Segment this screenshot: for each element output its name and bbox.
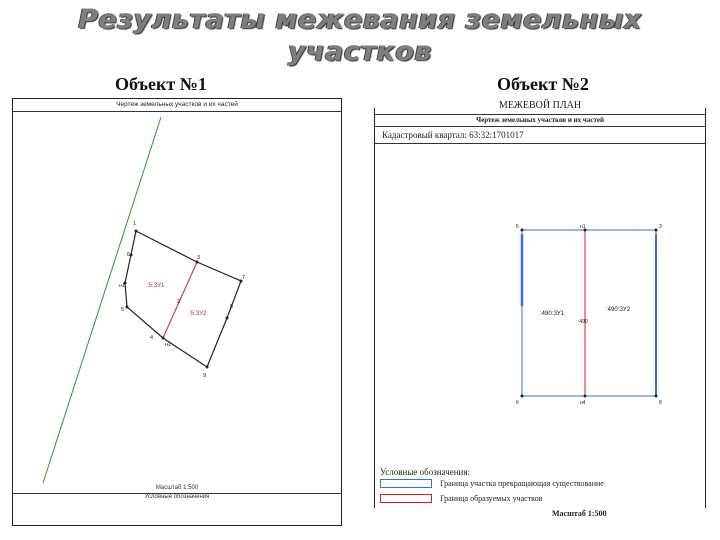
parcel-label-zu2: :5:ЗУ2 (189, 311, 207, 317)
parcel-label-existing: :490 (578, 319, 588, 325)
legend-swatch-red (380, 494, 432, 503)
quarter-divider (374, 143, 706, 144)
object-1-label: Объект №1 (115, 74, 207, 94)
object-1-drawing-header: Чертеж земельных участков и их частей (116, 101, 238, 108)
drawing-title: Чертеж земельных участков и их частей (475, 116, 605, 124)
object-1-header-divider (13, 111, 341, 112)
point-label: н4 (580, 400, 586, 406)
point-label: 5 (121, 307, 125, 313)
legend-swatch-blue (380, 479, 432, 488)
point-label: н1 (119, 283, 126, 289)
title-line-2: участков (288, 36, 432, 67)
point-label: 3 (659, 224, 662, 230)
point-label: 6 (516, 400, 519, 406)
point-label: 8 (659, 400, 662, 406)
legend-title: Условные обозначения: (380, 467, 471, 477)
parcel-outline (125, 231, 241, 367)
legend-text: Граница образуемых участков (440, 494, 543, 503)
object-1-drawing-sheet (12, 98, 342, 526)
point-label: 4 (150, 335, 154, 341)
point-label: 7 (242, 275, 246, 281)
object-2-scale: Масштаб 1:500 (552, 509, 607, 518)
legend-text: Граница участка прекращающая существование (440, 479, 604, 488)
object-1-plot-drawing (13, 113, 343, 493)
parcel-label-zu1: :490:ЗУ1 (540, 311, 565, 317)
point-label: н2 (165, 342, 172, 348)
cadastral-quarter: Кадастровый квартал: 63:32:1701017 (382, 130, 524, 140)
title-line-1: Результаты межевания земельных (78, 4, 642, 35)
plan-title: МЕЖЕВОЙ ПЛАН (498, 100, 582, 111)
object-1-scale: Масштаб 1:500 (155, 485, 199, 491)
point-label: 1 (133, 221, 137, 227)
object-1-legend-title: Условные обозначения (144, 494, 210, 500)
parcel-label-zu1: :5:ЗУ1 (147, 283, 165, 289)
parcel-vertices (124, 230, 246, 369)
point-label: 8 (230, 304, 234, 310)
point-label: 6 (127, 252, 131, 258)
point-label: 9 (203, 373, 207, 379)
object-2-drawing-sheet (374, 100, 706, 530)
point-label: 5 (516, 224, 519, 230)
point-label: н1 (580, 224, 586, 230)
parcel-label-zu2: :490:ЗУ2 (606, 307, 631, 313)
point-label: 3 (197, 255, 201, 261)
page-title (0, 4, 720, 68)
point-label: 2 (177, 299, 181, 305)
title-divider (374, 114, 706, 115)
subtitle-divider (374, 126, 706, 127)
object-2-label: Объект №2 (497, 74, 589, 94)
neighbor-boundary-line (43, 117, 161, 483)
